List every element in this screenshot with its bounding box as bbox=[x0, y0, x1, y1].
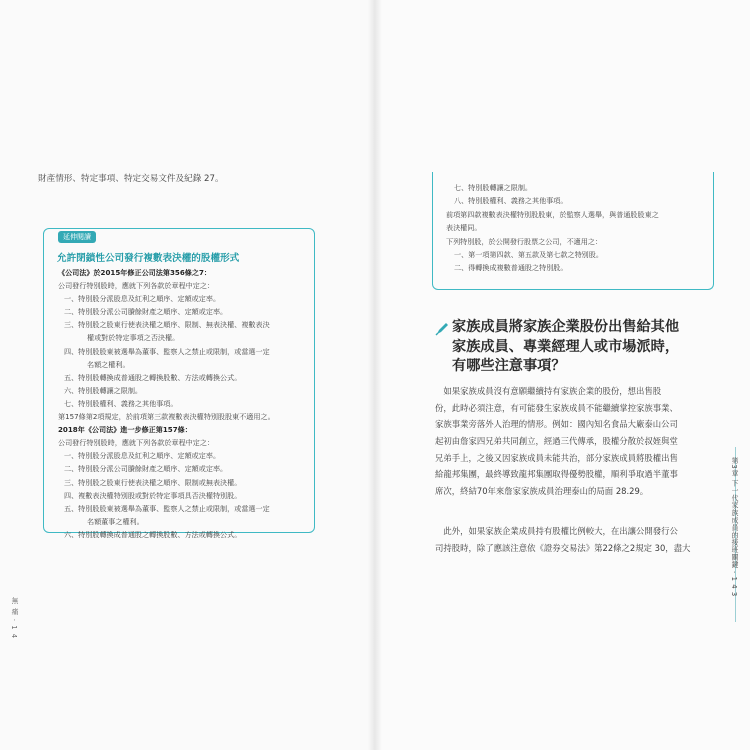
extension-line: 公司發行特別股時，應就下列各款於章程中定之： bbox=[58, 438, 215, 448]
extension-line: 二、特別股分派公司賸餘財產之順序、定額或定率。 bbox=[64, 307, 228, 317]
paragraph-2 bbox=[435, 523, 691, 556]
extension-line: 權或對於特定事項之否決權。 bbox=[87, 333, 180, 343]
continued-line: 八、特別股權利、義務之其他事項。 bbox=[454, 196, 568, 206]
extension-body bbox=[58, 266, 310, 541]
left-margin-text: 無 痛 ‧ 1 4 bbox=[10, 597, 18, 640]
extension-line: 四、複數表決權特別股或對於特定事項具否決權特別股。 bbox=[64, 490, 242, 500]
continued-line: 下列特別股，於公開發行股票之公司，不適用之： bbox=[446, 236, 603, 246]
extension-line: 一、特別股分派股息及紅利之順序、定額或定率。 bbox=[64, 294, 221, 304]
paragraph-line: 起初由詹家四兄弟共同創立，經過三代傳承，股權分散於叔姪與堂 bbox=[435, 436, 678, 447]
extension-line: 三、特別股之股東行使表決權之順序、限制或無表決權。 bbox=[64, 477, 242, 487]
extension-line: 《公司法》於2015年修正公司法第356條之7： bbox=[58, 268, 211, 277]
continued-body bbox=[446, 181, 708, 275]
paragraph-line: 司持股時，除了應該注意依《證券交易法》第22條之2規定 30，盡大 bbox=[435, 542, 691, 553]
question-title-line: 家族成員將家族企業股份出售給其他 bbox=[452, 319, 680, 335]
paragraph-line: 席次，終結70年來詹家家族成員治理泰山的局面 28.29。 bbox=[435, 486, 649, 497]
extension-line: 2018年《公司法》進一步修正第157條： bbox=[58, 425, 192, 435]
question-title-line: 家族成員、專業經理人或市場派時， bbox=[452, 338, 680, 355]
paragraph-1 bbox=[435, 383, 688, 500]
paragraph-line: 此外，如果家族企業成員持有股權比例較大，在出讓公開發行公 bbox=[435, 526, 678, 536]
extension-line: 五、特別股轉換成普通股之轉換股數、方法或轉換公式。 bbox=[64, 372, 242, 382]
extension-line: 二、特別股分派公司賸餘財產之順序、定額或定率。 bbox=[64, 464, 228, 474]
question-title-line: 有哪些注意事項？ bbox=[452, 358, 566, 375]
continued-line: 表決權同。 bbox=[446, 223, 482, 233]
side-tab: 第3章 下一代家族成員的接班關鍵 ‧ 1 4 3 bbox=[730, 457, 738, 597]
continued-line: 一、第一項第四款、第五款及第七款之特別股。 bbox=[454, 249, 603, 259]
extension-title: 允許閉鎖性公司發行複數表決權的股權形式 bbox=[57, 253, 240, 264]
extension-line: 六、特別股轉讓之限制。 bbox=[64, 385, 143, 395]
paragraph-line: 份，此時必須注意，有可能發生家族成員不能繼續掌控家族事業、 bbox=[435, 402, 678, 413]
extension-line: 名額之權利。 bbox=[87, 359, 130, 369]
book-gutter bbox=[368, 0, 382, 750]
left-top-line: 財產情形、特定事項、特定交易文件及紀錄 27。 bbox=[38, 174, 224, 184]
continued-line: 七、特別股轉讓之限制。 bbox=[454, 183, 533, 192]
extension-line: 四、特別股股東被選舉為董事、監察人之禁止或限制，或當選一定 bbox=[64, 346, 270, 356]
extension-line: 三、特別股之股東行使表決權之順序、限制、無表決權、複數表決 bbox=[64, 320, 270, 330]
continued-line: 前項第四款複數表決權特別股股東，於監察人選舉，與普通股股東之 bbox=[446, 209, 659, 219]
extension-line: 第157條第2項規定，於前項第三款複數表決權特別股股東不適用之。 bbox=[58, 412, 275, 422]
paragraph-line: 家族事業旁落外人治理的情形。例如：國內知名食品大廠泰山公司 bbox=[435, 419, 678, 430]
paragraph-line: 給龍邦集團，最終導致龍邦集團取得優勢股權，順利爭取過半董事 bbox=[435, 469, 678, 480]
extension-line: 七、特別股權利、義務之其他事項。 bbox=[64, 398, 178, 408]
extension-line: 名額董事之權利。 bbox=[87, 516, 144, 526]
paragraph-line: 如果家族成員沒有意願繼續持有家族企業的股份，想出售股 bbox=[435, 386, 662, 396]
extension-line: 一、特別股分派股息及紅利之順序、定額或定率。 bbox=[64, 451, 221, 461]
extension-line: 公司發行特別股時，應就下列各款於章程中定之： bbox=[58, 281, 215, 291]
question-title bbox=[452, 318, 679, 377]
pen-icon bbox=[435, 322, 449, 336]
extension-line: 五、特別股股東被選舉為董事、監察人之禁止或限制，或當選一定 bbox=[64, 503, 270, 513]
paragraph-line: 兄弟手上，之後又因家族成員未能共治，部分家族成員將股權出售 bbox=[435, 452, 678, 463]
extension-line: 六、特別股轉換成普通股之轉換股數、方法或轉換公式。 bbox=[64, 529, 242, 539]
extension-tag: 延伸閱讀 bbox=[58, 231, 96, 243]
continued-line: 二、得轉換成複數普通股之特別股。 bbox=[454, 263, 568, 273]
